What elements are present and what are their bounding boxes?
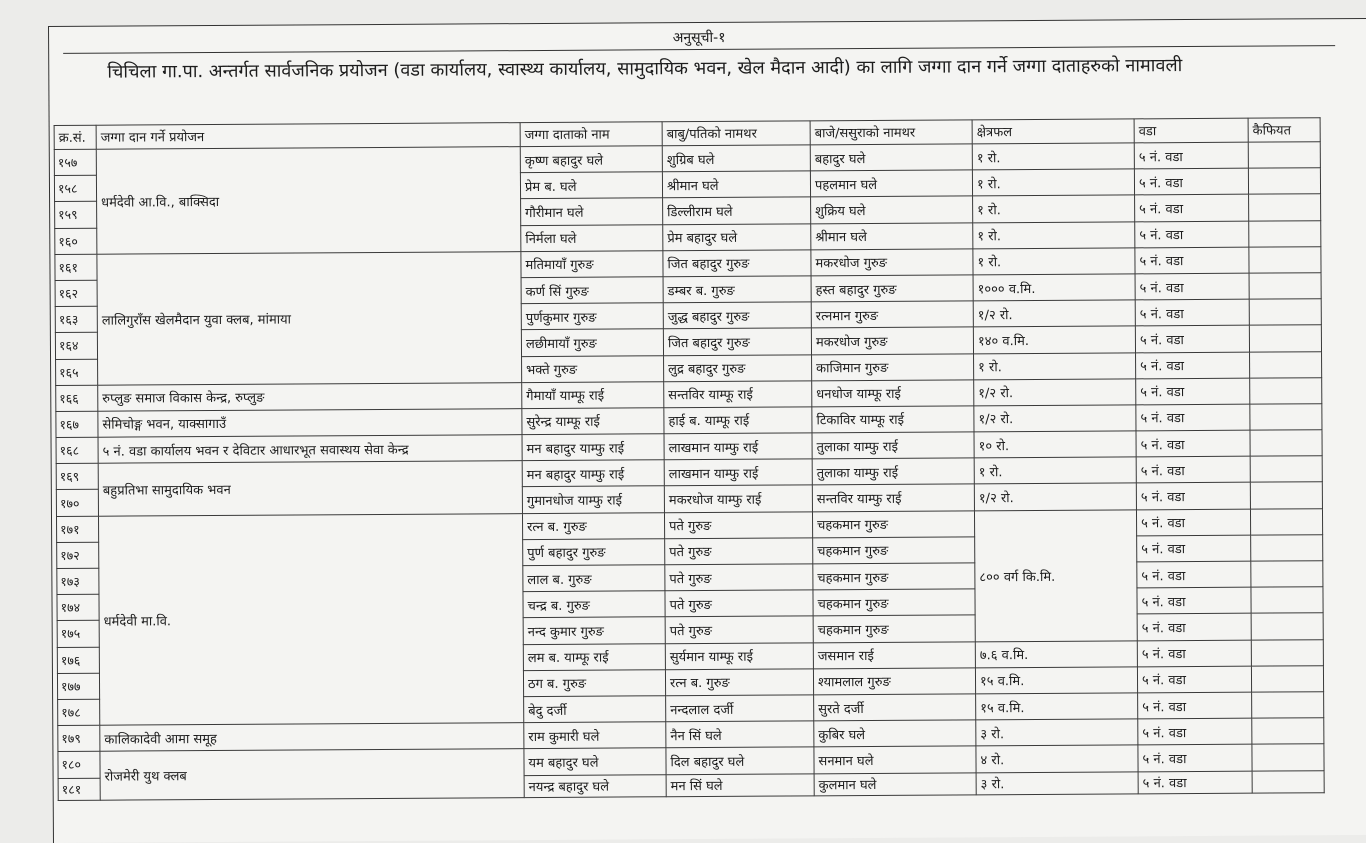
remarks-cell [1252, 770, 1324, 792]
table-body [54, 142, 1324, 800]
grandfather-name-cell: तुलाका याम्फु राई [812, 432, 974, 459]
donor-name-cell: नन्द कुमार गुरुङ [523, 617, 665, 644]
area-cell: ४ रो. [976, 745, 1138, 772]
father-name-cell: पते गुरुङ [664, 511, 812, 538]
father-name-cell: सन्तविर याम्फू राई [664, 381, 812, 408]
ward-cell: ५ नं. वडा [1137, 535, 1251, 562]
area-cell: १ रो. [973, 195, 1135, 222]
grandfather-name-cell: मकरधोज गुरुङ [811, 249, 973, 276]
header-grandfather-name: बाजे/ससुराको नामथर [810, 120, 972, 145]
father-name-cell: पते गुरुङ [665, 538, 813, 565]
remarks-cell [1251, 639, 1323, 666]
document-title: चिचिला गा.पा. अन्तर्गत सार्वजनिक प्रयोजन (वडा कार्यालय, स्वास्थ्य कार्यालय, सामुदायिक भवन, खेल मैदान आदी) का लागि जग्गा दान गर्ने जग्गा दाताहरुको नामावली [107, 55, 1183, 83]
grandfather-name-cell: सनमान घले [814, 746, 976, 773]
grandfather-name-cell: बहादुर घले [810, 144, 972, 171]
remarks-cell [1249, 299, 1321, 326]
grandfather-name-cell: श्रीमान घले [811, 222, 973, 249]
grandfather-name-cell: हस्त बहादुर गुरुङ [811, 275, 973, 302]
father-name-cell: श्रीमान घले [662, 171, 810, 198]
donor-name-cell: लछीमायाँ गुरुङ [521, 329, 663, 356]
serial-cell: १८१ [58, 778, 100, 800]
grandfather-name-cell: टिकाविर याम्फू राई [812, 406, 974, 433]
remarks-cell [1252, 718, 1324, 745]
area-cell: १ रो. [974, 352, 1136, 379]
donor-name-cell: ठग ब. गुरुङ [523, 669, 665, 696]
father-name-cell: रत्न ब. गुरुङ [665, 669, 813, 696]
donor-name-cell: गुमानधोज याम्फु राई [522, 486, 664, 513]
donor-name-cell: पुर्णकुमार गुरुङ [521, 303, 663, 330]
remarks-cell [1251, 587, 1323, 614]
serial-cell: १६४ [55, 333, 97, 359]
area-cell: ३ रो. [976, 719, 1138, 746]
grandfather-name-cell: रत्नमान गुरुङ [811, 301, 973, 328]
ward-cell: ५ नं. वडा [1138, 692, 1252, 719]
ward-cell: ५ नं. वडा [1137, 640, 1251, 667]
remarks-cell [1250, 482, 1322, 509]
purpose-cell: कालिकादेवी आमा समूह [100, 723, 524, 752]
purpose-cell: लालिगुराँस खेलमैदान युवा क्लब, मांमाया [97, 251, 522, 385]
grandfather-name-cell: सुरते दर्जी [814, 694, 976, 721]
donor-name-cell: यम बहादुर घले [524, 748, 666, 775]
father-name-cell: नैन सिं घले [666, 721, 814, 748]
ward-cell: ५ नं. वडा [1137, 666, 1251, 693]
header-purpose: जग्गा दान गर्ने प्रयोजन [96, 123, 520, 150]
purpose-cell: रोजमेरी युथ क्लब [100, 749, 524, 800]
remarks-cell [1250, 508, 1322, 535]
purpose-cell: सेमिचोङ्ग भवन, याक्सागाउँ [98, 408, 522, 437]
purpose-cell: बहुप्रतिभा सामुदायिक भवन [98, 461, 522, 516]
remarks-cell [1249, 246, 1321, 273]
remarks-cell [1249, 325, 1321, 352]
area-cell: १/२ रो. [973, 300, 1135, 327]
father-name-cell: मकरधोज याम्फु राई [664, 485, 812, 512]
serial-cell: १७१ [56, 516, 98, 542]
serial-cell: १७२ [57, 542, 99, 568]
remarks-cell [1248, 168, 1320, 195]
remarks-cell [1250, 351, 1322, 378]
serial-cell: १५७ [54, 149, 96, 175]
serial-cell: १७९ [58, 725, 100, 751]
header-ward: वडा [1134, 118, 1248, 143]
ward-cell: ५ नं. वडा [1135, 195, 1249, 222]
grandfather-name-cell: चहकमान गुरुङ [813, 537, 975, 564]
grandfather-name-cell: कुबिर घले [814, 720, 976, 747]
area-cell: १ रो. [972, 143, 1134, 170]
ward-cell: ५ नं. वडा [1136, 483, 1250, 510]
serial-cell: १७६ [57, 647, 99, 673]
serial-cell: १६८ [56, 437, 98, 463]
ward-cell: ५ नं. वडा [1137, 587, 1251, 614]
header-serial: क्र.सं. [54, 125, 96, 149]
donor-name-cell: भक्ते गुरुङ [522, 355, 664, 382]
donor-name-cell: लाल ब. गुरुङ [523, 565, 665, 592]
ward-cell: ५ नं. वडा [1137, 614, 1251, 641]
father-name-cell: नन्दलाल दर्जी [666, 695, 814, 722]
donor-name-cell: राम कुमारी घले [524, 722, 666, 749]
header-father-name: बाबु/पतिको नामथर [662, 121, 810, 146]
area-cell: १ रो. [973, 221, 1135, 248]
grandfather-name-cell: चहकमान गुरुङ [813, 615, 975, 642]
header-remarks: कैफियत [1248, 118, 1320, 142]
ward-cell: ५ नं. वडा [1137, 561, 1251, 588]
father-name-cell: सुर्यमान याम्फू राई [665, 642, 813, 669]
father-name-cell: हाई ब. याम्फू राई [664, 407, 812, 434]
father-name-cell: मन सिं घले [666, 773, 814, 796]
father-name-cell: लुद्र बहादुर गुरुङ [664, 354, 812, 381]
area-cell: १/२ रो. [974, 379, 1136, 406]
serial-cell: १७० [56, 490, 98, 516]
donor-name-cell: लम ब. याम्फू राई [523, 643, 665, 670]
area-cell: ८०० वर्ग कि.मि. [974, 509, 1137, 641]
serial-cell: १७५ [57, 621, 99, 647]
serial-cell: १७३ [57, 568, 99, 594]
ward-cell: ५ नं. वडा [1136, 352, 1250, 379]
donor-name-cell: रत्न ब. गुरुङ [522, 512, 664, 539]
ward-cell: ५ नं. वडा [1136, 378, 1250, 405]
serial-cell: १६७ [56, 411, 98, 437]
area-cell: १५ व.मि. [975, 667, 1137, 694]
father-name-cell: जित बहादुर गुरुङ [663, 328, 811, 355]
area-cell: १ रो. [973, 248, 1135, 275]
grandfather-name-cell: मकरधोज गुरुङ [811, 327, 973, 354]
remarks-cell [1251, 613, 1323, 640]
ward-cell: ५ नं. वडा [1134, 168, 1248, 195]
document-sheet [48, 18, 1366, 843]
grandfather-name-cell: तुलाका याम्फु राई [812, 458, 974, 485]
area-cell: ७.६ व.मि. [975, 640, 1137, 667]
serial-cell: १५८ [54, 175, 96, 201]
remarks-cell [1249, 194, 1321, 221]
donor-name-cell: बेदु दर्जी [524, 696, 666, 723]
grandfather-name-cell: कुलमान घले [814, 772, 976, 795]
father-name-cell: डिल्लीराम घले [663, 197, 811, 224]
purpose-cell: धर्मदेवी आ.वि., बाक्सिदा [96, 147, 521, 254]
area-cell: १ रो. [972, 169, 1134, 196]
donor-name-cell: मन बहादुर याम्फु राई [522, 460, 664, 487]
area-cell: १० रो. [974, 431, 1136, 458]
remarks-cell [1250, 430, 1322, 457]
ward-cell: ५ नं. वडा [1134, 142, 1248, 169]
donor-name-cell: कृष्ण बहादुर घले [520, 146, 662, 173]
ward-cell: ५ नं. वडा [1136, 404, 1250, 431]
remarks-cell [1249, 273, 1321, 300]
serial-cell: १६६ [56, 385, 98, 411]
serial-cell: १६० [55, 228, 97, 254]
remarks-cell [1252, 744, 1324, 771]
remarks-cell [1251, 535, 1323, 562]
ward-cell: ५ नं. वडा [1135, 299, 1249, 326]
ward-cell: ५ नं. वडा [1135, 221, 1249, 248]
remarks-cell [1251, 561, 1323, 588]
serial-cell: १६५ [56, 359, 98, 385]
father-name-cell: दिल बहादुर घले [666, 747, 814, 774]
father-name-cell: पते गुरुङ [665, 616, 813, 643]
donor-name-cell: चन्द्र ब. गुरुङ [523, 591, 665, 618]
ward-cell: ५ नं. वडा [1136, 430, 1250, 457]
area-cell: १ रो. [974, 457, 1136, 484]
serial-cell: १६३ [55, 306, 97, 332]
header-donor-name: जग्गा दाताको नाम [520, 122, 662, 147]
serial-cell: १६१ [55, 254, 97, 280]
serial-cell: १८० [58, 752, 100, 778]
grandfather-name-cell: शुक्रिय घले [811, 196, 973, 223]
serial-cell: १७४ [57, 594, 99, 620]
father-name-cell: जित बहादुर गुरुङ [663, 250, 811, 277]
grandfather-name-cell: चहकमान गुरुङ [813, 589, 975, 616]
ward-cell: ५ नं. वडा [1135, 247, 1249, 274]
father-name-cell: लाखमान याम्फु राई [664, 459, 812, 486]
grandfather-name-cell: सन्तविर याम्फु राई [812, 484, 974, 511]
grandfather-name-cell: चहकमान गुरुङ [813, 563, 975, 590]
land-donor-table [54, 117, 1325, 800]
purpose-cell: रुप्लुङ समाज विकास केन्द्र, रुप्लुङ [98, 382, 522, 411]
grandfather-name-cell: जसमान राई [813, 641, 975, 668]
annex-label: अनुसूची-१ [63, 19, 1335, 54]
father-name-cell: डम्बर ब. गुरुङ [663, 276, 811, 303]
grandfather-name-cell: काजिमान गुरुङ [812, 353, 974, 380]
father-name-cell: पते गुरुङ [665, 564, 813, 591]
father-name-cell: लाखमान याम्फु राई [664, 433, 812, 460]
ward-cell: ५ नं. वडा [1135, 325, 1249, 352]
area-cell: १/२ रो. [974, 405, 1136, 432]
donor-name-cell: नयन्द्र बहादुर घले [524, 774, 666, 797]
serial-cell: १७७ [57, 673, 99, 699]
area-cell: १/२ रो. [974, 483, 1136, 510]
purpose-cell: धर्मदेवी मा.वि. [98, 513, 523, 725]
ward-cell: ५ नं. वडा [1136, 509, 1250, 536]
father-name-cell: पते गुरुङ [665, 590, 813, 617]
father-name-cell: जुद्ध बहादुर गुरुङ [663, 302, 811, 329]
grandfather-name-cell: चहकमान गुरुङ [812, 510, 974, 537]
area-cell: १५ व.मि. [976, 693, 1138, 720]
serial-cell: १५९ [55, 202, 97, 228]
father-name-cell: शुग्रिब घले [662, 145, 810, 172]
ward-cell: ५ नं. वडा [1138, 771, 1252, 794]
remarks-cell [1250, 456, 1322, 483]
area-cell: १४० व.मि. [973, 326, 1135, 353]
purpose-cell: ५ नं. वडा कार्यालय भवन र देविटार आधारभूत सवास्थय सेवा केन्द्र [98, 435, 522, 464]
donor-name-cell: पुर्ण बहादुर गुरुङ [523, 539, 665, 566]
remarks-cell [1248, 142, 1320, 169]
grandfather-name-cell: श्यामलाल गुरुङ [813, 668, 975, 695]
ward-cell: ५ नं. वडा [1138, 718, 1252, 745]
ward-cell: ५ नं. वडा [1136, 456, 1250, 483]
serial-cell: १६२ [55, 280, 97, 306]
donor-name-cell: निर्मला घले [521, 224, 663, 251]
donor-name-cell: सुरेन्द्र याम्फू राई [522, 408, 664, 435]
area-cell: ३ रो. [976, 771, 1138, 794]
grandfather-name-cell: पहलमान घले [810, 170, 972, 197]
header-area: क्षेत्रफल [972, 119, 1134, 144]
serial-cell: १७८ [58, 699, 100, 725]
donor-name-cell: प्रेम ब. घले [520, 172, 662, 199]
remarks-cell [1250, 404, 1322, 431]
remarks-cell [1252, 692, 1324, 719]
serial-cell: १६९ [56, 463, 98, 489]
ward-cell: ५ नं. वडा [1135, 273, 1249, 300]
father-name-cell: प्रेम बहादुर घले [663, 223, 811, 250]
remarks-cell [1251, 665, 1323, 692]
remarks-cell [1249, 220, 1321, 247]
grandfather-name-cell: धनधोज याम्फू राई [812, 380, 974, 407]
donor-name-cell: गैमायाँ याम्फू राई [522, 381, 664, 408]
donor-name-cell: मन बहादुर याम्फु राई [522, 434, 664, 461]
donor-name-cell: कर्ण सिं गुरुङ [521, 277, 663, 304]
donor-name-cell: गौरीमान घले [521, 198, 663, 225]
remarks-cell [1250, 377, 1322, 404]
area-cell: १००० व.मि. [973, 274, 1135, 301]
donor-name-cell: मतिमायाँ गुरुङ [521, 250, 663, 277]
ward-cell: ५ नं. वडा [1138, 744, 1252, 771]
